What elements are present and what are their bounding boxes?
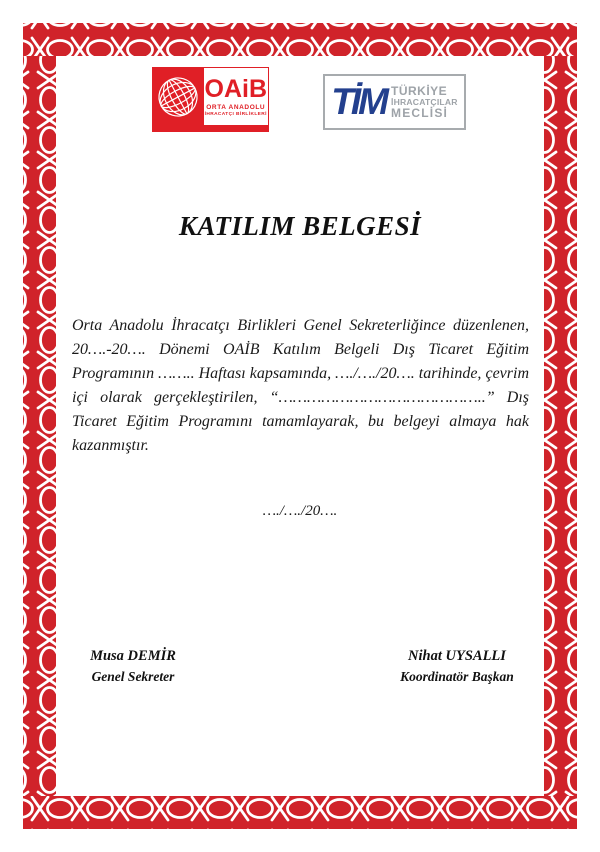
oaib-globe-panel [153, 68, 204, 125]
signatory-role-left: Genel Sekreter [91, 669, 175, 684]
signatory-name-left: Musa DEMİR [90, 648, 176, 664]
oaib-logo-row [153, 68, 268, 125]
tim-org-line2: İHRACATÇILAR [391, 97, 458, 107]
tim-logo [323, 74, 466, 130]
globe-icon [155, 74, 201, 120]
certificate-date-placeholder: …./…./20…. [262, 503, 338, 519]
certificate-body-text: Orta Anadolu İhracatçı Birlikleri Genel Sekreterliğince düzenlenen, 20….-20…. Dönemi OAİB Katılım Belgeli Dış Ticaret Eğitim Programının …….. Haftası kapsamında, …./…./20…. tarihinde, çevrim içi olarak gerçekleştirilen, “……………………………………..” Dış Ticaret Eğitim Programını tamamlayarak, bu belgeyi almaya hak kazanmıştır. [72, 317, 529, 454]
oaib-org-line2: İHRACATÇI BİRLİKLERİ [204, 111, 267, 117]
signature-block-left [48, 648, 218, 685]
oaib-acronym: OAiB [204, 74, 267, 103]
tim-text-column [391, 85, 458, 119]
oaib-text-panel [204, 68, 269, 125]
signature-block-right [372, 648, 542, 685]
certificate-title: KATILIM BELGESİ [178, 211, 422, 241]
signatory-name-right: Nihat UYSALLI [408, 648, 506, 664]
signatory-role-right: Koordinatör Başkan [400, 669, 514, 684]
oaib-logo-bottom-bar [153, 125, 268, 131]
oaib-logo [152, 67, 269, 132]
oaib-org-line1: ORTA ANADOLU [206, 103, 266, 111]
tim-acronym: TİM [331, 80, 386, 122]
tim-org-line1: TÜRKİYE [391, 84, 448, 98]
tim-org-line3: MECLİSİ [391, 106, 449, 120]
